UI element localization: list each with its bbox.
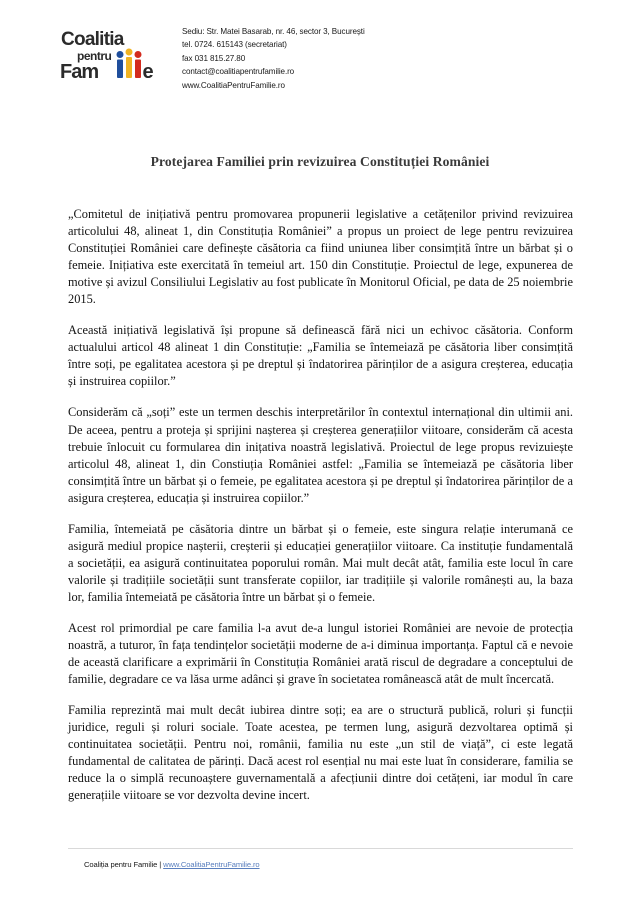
paragraph: Acest rol primordial pe care familia l-a avut de-a lungul istoriei României are nevoie de protecția noastră, a tuturor, în fața tendințelor societății moderne de a-i diminua importanța. Faptul că e nevoie de această clarificare a exprimării în Constituția României arată riscul de degradare a conceptului de familie, degradare ce va lăsa urme adânci și grave în societatea românească atât de mult încercată. bbox=[68, 620, 573, 687]
people-figures-icon bbox=[117, 49, 142, 79]
contact-phone: tel. 0724. 615143 (secretariat) bbox=[182, 40, 287, 50]
paragraph: Familia, întemeiată pe căsătoria dintre un bărbat și o femeie, este singura relație interumană ce asigură mediul propice nașterii, creșterii și educației generațiilor viitoare. Ca instituție fundamentală a societății, ea asigură continuitatea poporului român. Mai mult decât atât, familia este locul în care valorile și tradițiile societății sunt transferate copiilor, iar tradițiile și valorile românești au, la baza lor, familia întemeiată pe căsătoria între un bărbat și o femeie. bbox=[68, 521, 573, 604]
paragraph: „Comitetul de inițiativă pentru promovarea propunerii legislative a cetățenilor privind revizuirea articolului 48, alineat 1, din Constituția României” a propus un proiect de lege pentru revizuirea Constituției României care definește căsătoria ca fiind uniunea liber consimțită între un bărbat și o femeie. Inițiativa este exercitată în temeiul art. 150 din Constituție. Proiectul de lege, expunerea de motive și avizul Consiliului Legislativ au fost publicate în Monitorul Oficial, pe data de 25 noiembrie 2015. bbox=[68, 207, 573, 307]
paragraph: Familia reprezintă mai mult decât iubirea dintre soți; ea are o structură publică, roluri și funcții juridice, reguli și roluri sociale. Toate acestea, pe termen lung, asigură dezvoltarea optimă și continuitatea societății. Pentru noi, românii, familia nu este „un stil de viață”, ci este legată fundamental de calitatea de părinți. Dacă acest rol esențial nu mai este luat în considerare, familia se reduce la o simplă recunoaștere guvernamentală a afecțiunii dintre doi cetățeni, iar modul în care generațiile viitoare se vor dezvolta devine incert. bbox=[68, 703, 573, 803]
letterhead bbox=[0, 22, 640, 117]
footer-website-link[interactable]: www.CoalitiaPentruFamilie.ro bbox=[163, 860, 260, 869]
organization-logo bbox=[60, 22, 170, 88]
svg-text:e: e bbox=[142, 61, 154, 83]
contact-fax: fax 031 815.27.80 bbox=[182, 53, 246, 63]
footer-organization: Coaliția pentru Familie bbox=[84, 860, 158, 869]
coalitia-pentru-familie-logo-icon bbox=[60, 26, 168, 88]
contact-website: www.CoalitiaPentruFamilie.ro bbox=[182, 80, 285, 90]
paragraph: Considerăm că „soți” este un termen deschis interpretărilor în contextul internațional din ultimii ani. De aceea, pentru a proteja și sprijini nașterea și creșterea generațiilor viitoare, considerăm că acesta trebuie înlocuit cu formularea din inițativa noastră legislativă. Proiectul de lege propus revizuiește articolul 48, alineat 1, din Constiuția României astfel: „Familia se întemeiază pe căsătoria liber consimțită între un bărbat și o femeie, pe egalitatea acestora și pe dreptul și îndatorirea părinților de a asigura creșterea, educația și instruirea copiilor.” bbox=[68, 405, 573, 505]
svg-text:pentru: pentru bbox=[77, 49, 112, 63]
svg-text:Fam: Fam bbox=[60, 61, 99, 83]
contact-address: Sediu: Str. Matei Basarab, nr. 46, sector 3, București bbox=[182, 27, 365, 36]
contact-details bbox=[182, 22, 365, 92]
page-title: Protejarea Familiei prin revizuirea Constituției României bbox=[150, 154, 490, 169]
document-body bbox=[68, 206, 573, 804]
footer-separator: | bbox=[159, 860, 162, 869]
page-footer bbox=[84, 860, 260, 869]
svg-text:Coalitia: Coalitia bbox=[61, 29, 124, 50]
paragraph: Această inițiativă legislativă își propune să definească fără nici un echivoc căsătoria. Conform actualului articol 48 alineat 1 din Constituție: „Familia se întemeiază pe căsătoria liber consimțită între soți, pe egalitatea acestora și pe dreptul și îndatorirea părinților de a asigura creșterea, educația și instruirea copiilor.” bbox=[68, 323, 573, 389]
footer-divider bbox=[68, 848, 573, 849]
contact-email: contact@coalitiapentrufamilie.ro bbox=[182, 67, 295, 77]
